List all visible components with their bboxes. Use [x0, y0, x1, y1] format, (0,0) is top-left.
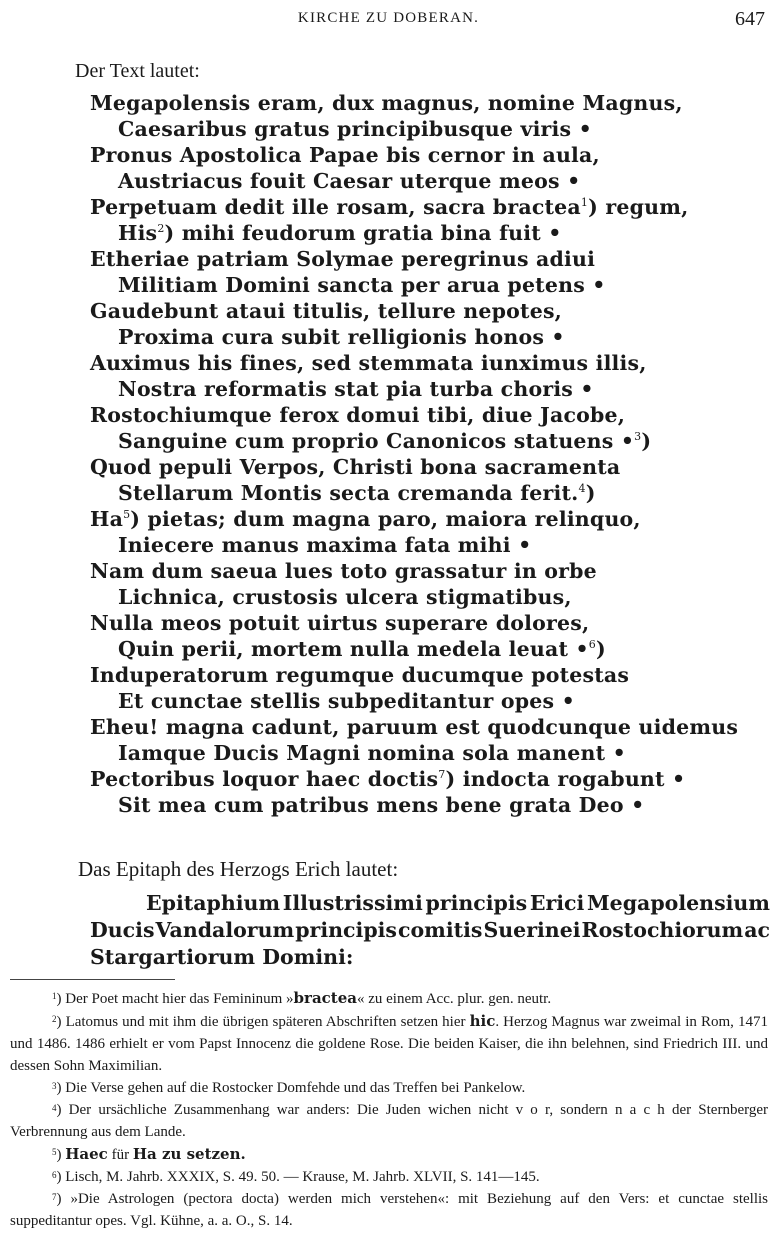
epitaph-heading: [90, 890, 770, 971]
footnote-marker: 6: [588, 638, 596, 651]
footnote-text: . Herzog Magnus war zweimal in Rom, 1471 und 1486. 1486 erhielt er vom Papst Innocenz die goldene Rose. Die beiden Kaiser, die ihn belehnen, sind Friedrich III. und dessen Sohn Maximilian.: [10, 1014, 768, 1074]
verse-text-tail: ) mihi feudorum gratia bina fuit •: [164, 221, 562, 245]
epitaph-word: Vandalorum: [155, 918, 295, 942]
poem-verse: [90, 194, 770, 220]
verse-text: Lichnica, crustosis ulcera stigmatibus,: [118, 585, 572, 609]
poem-verse: [90, 662, 770, 688]
footnote: [10, 1166, 768, 1188]
verse-text: Megapolensis eram, dux magnus, nomine Magnus,: [90, 91, 683, 115]
epitaph-word: Megapolensium: [586, 891, 770, 915]
footnote: [10, 1077, 768, 1099]
poem-verse: [90, 792, 770, 818]
poem-verse: [90, 740, 770, 766]
epitaph-word: Ducis: [90, 918, 155, 942]
verse-text: Sanguine cum proprio Canonicos statuens •: [118, 429, 635, 453]
gothic-word: Ha: [132, 1145, 157, 1163]
running-title: KIRCHE ZU DOBERAN.: [297, 10, 480, 26]
poem-verse: [90, 584, 770, 610]
verse-text: Etheriae patriam Solymae peregrinus adiui: [90, 247, 596, 271]
footnote-number: 3: [52, 1081, 57, 1091]
poem-verse: [90, 636, 770, 662]
poem-verse: [90, 272, 770, 298]
footnote-number: 5: [52, 1147, 57, 1157]
poem-verse: [90, 246, 770, 272]
poem-verse: [90, 142, 770, 168]
verse-text-tail: ): [595, 637, 606, 661]
epitaph-word: Erici: [529, 891, 585, 915]
footnote-text: ) Der Poet macht hier das Femininum »: [56, 991, 294, 1007]
verse-text: Iniecere manus maxima fata mihi •: [118, 533, 532, 557]
poem-verse: [90, 688, 770, 714]
poem: [90, 90, 770, 818]
epitaph-word: principis: [295, 918, 397, 942]
verse-text: Auximus his fines, sed stemmata iunximus illis,: [90, 351, 647, 375]
poem-verse: [90, 610, 770, 636]
footnote-number: 1: [52, 991, 57, 1001]
footnote-text: ) Lisch, M. Jahrb. XXXIX, S. 49. 50. — Krause, M. Jahrb. XLVII, S. 141—145.: [56, 1169, 540, 1185]
poem-verse: [90, 90, 770, 116]
verse-text: Eheu! magna cadunt, paruum est quodcunque uidemus: [90, 715, 739, 739]
footnote-marker: 5: [123, 508, 131, 521]
verse-text-tail: ) pietas; dum magna paro, maiora relinquo,: [130, 507, 641, 531]
poem-verse: [90, 116, 770, 142]
poem-verse: [90, 532, 770, 558]
running-head: [0, 8, 777, 32]
poem-verse: [90, 480, 770, 506]
verse-text: Pectoribus loquor haec doctis: [90, 767, 439, 791]
footnote-number: 2: [52, 1014, 57, 1024]
poem-verse: [90, 350, 770, 376]
footnotes: [10, 987, 768, 1232]
poem-intro: Der Text lautet:: [75, 60, 200, 82]
poem-verse: [90, 168, 770, 194]
epitaph-word: comitis: [398, 918, 483, 942]
footnote-marker: 4: [578, 482, 586, 495]
epitaph-word: ac: [744, 918, 770, 942]
footnote-text: für: [107, 1147, 133, 1163]
verse-text: His: [118, 221, 158, 245]
footnote-number: 4: [52, 1103, 57, 1113]
verse-text-tail: ): [585, 481, 596, 505]
verse-text: Induperatorum regumque ducumque potestas: [90, 663, 630, 687]
epitaph-line-2: [90, 917, 770, 944]
footnote-text: ): [56, 1147, 66, 1163]
epitaph-line-1: [90, 890, 770, 917]
footnote-number: 6: [52, 1170, 57, 1180]
verse-text: Nam dum saeua lues toto grassatur in orbe: [90, 559, 597, 583]
poem-verse: [90, 220, 770, 246]
epitaph-intro: Das Epitaph des Herzogs Erich lautet:: [78, 857, 399, 881]
gothic-word: bractea: [293, 989, 357, 1007]
verse-text: Pronus Apostolica Papae bis cernor in aula,: [90, 143, 600, 167]
verse-text: Sit mea cum patribus mens bene grata Deo •: [118, 793, 645, 817]
footnote: [10, 1143, 768, 1166]
footnote-text: ) Die Verse gehen auf die Rostocker Domfehde und das Treffen bei Pankelow.: [56, 1080, 526, 1096]
poem-verse: [90, 324, 770, 350]
footnote: [10, 987, 768, 1010]
gothic-word: Haec: [65, 1145, 108, 1163]
footnote: [10, 1010, 768, 1077]
verse-text: Ha: [90, 507, 124, 531]
footnote-marker: 2: [157, 222, 165, 235]
footnote-marker: 7: [438, 768, 446, 781]
epitaph-word: principis: [425, 891, 528, 915]
footnote-number: 7: [52, 1192, 57, 1202]
verse-text: Nulla meos potuit uirtus superare dolores,: [90, 611, 590, 635]
verse-text: Militiam Domini sancta per arua petens •: [118, 273, 606, 297]
verse-text: Stellarum Montis secta cremanda ferit.: [118, 481, 579, 505]
poem-verse: [90, 558, 770, 584]
verse-text: Nostra reformatis stat pia turba choris •: [118, 377, 594, 401]
poem-verse: [90, 714, 770, 740]
page-number: 647: [735, 8, 765, 30]
footnote-text: ) Der ursächliche Zusammenhang war anders: Die Juden wichen nicht v o r, sondern n a c h der Sternberger Verbrennung aus dem Lande.: [10, 1102, 768, 1140]
poem-verse: [90, 506, 770, 532]
verse-text: Quin perii, mortem nulla medela leuat •: [118, 637, 589, 661]
footnote-text: ) Latomus und mit ihm die übrigen späteren Abschriften setzen hier: [56, 1014, 470, 1030]
verse-text-tail: ) indocta rogabunt •: [445, 767, 686, 791]
verse-text: Perpetuam dedit ille rosam, sacra bractea: [90, 195, 581, 219]
verse-text: Rostochiumque ferox domui tibi, diue Jacobe,: [90, 403, 626, 427]
poem-verse: [90, 402, 770, 428]
epitaph-word: Illustrissimi: [282, 891, 423, 915]
epitaph-word: Epitaphium: [146, 891, 281, 915]
verse-text: Iamque Ducis Magni nomina sola manent •: [118, 741, 626, 765]
gothic-word: zu setzen.: [156, 1145, 246, 1163]
footnote-marker: 1: [580, 196, 589, 209]
verse-text: Et cunctae stellis subpeditantur opes •: [118, 689, 575, 713]
verse-text: Gaudebunt ataui titulis, tellure nepotes,: [90, 299, 563, 323]
poem-verse: [90, 298, 770, 324]
verse-text: Quod pepuli Verpos, Christi bona sacramenta: [90, 455, 621, 479]
footnote-text: ) »Die Astrologen (pectora docta) werden mich verstehen«: mit Beziehung auf den Vers: et cunctae stellis suppeditantur opes. Vgl. Kühne, a. a. O., S. 14.: [10, 1191, 768, 1229]
verse-text-tail: ): [641, 429, 652, 453]
footnote-text: « zu einem Acc. plur. gen. neutr.: [356, 991, 552, 1007]
footnote: [10, 1188, 768, 1232]
epitaph-word: Rostochiorum: [581, 918, 744, 942]
poem-verse: [90, 766, 770, 792]
footnote-marker: 3: [634, 430, 642, 443]
poem-verse: [90, 454, 770, 480]
verse-text: Caesaribus gratus principibusque viris •: [118, 117, 592, 141]
verse-text-tail: ) regum,: [588, 195, 689, 219]
footnote: [10, 1099, 768, 1143]
poem-verse: [90, 428, 770, 454]
poem-verse: [90, 376, 770, 402]
verse-text: Austriacus fouit Caesar uterque meos •: [118, 169, 581, 193]
verse-text: Proxima cura subit relligionis honos •: [118, 325, 565, 349]
epitaph-word: Suerinei: [483, 918, 581, 942]
footnote-rule: [10, 979, 175, 980]
epitaph-line-3: Stargartiorum Domini:: [90, 945, 354, 969]
gothic-word: hic: [469, 1012, 496, 1030]
